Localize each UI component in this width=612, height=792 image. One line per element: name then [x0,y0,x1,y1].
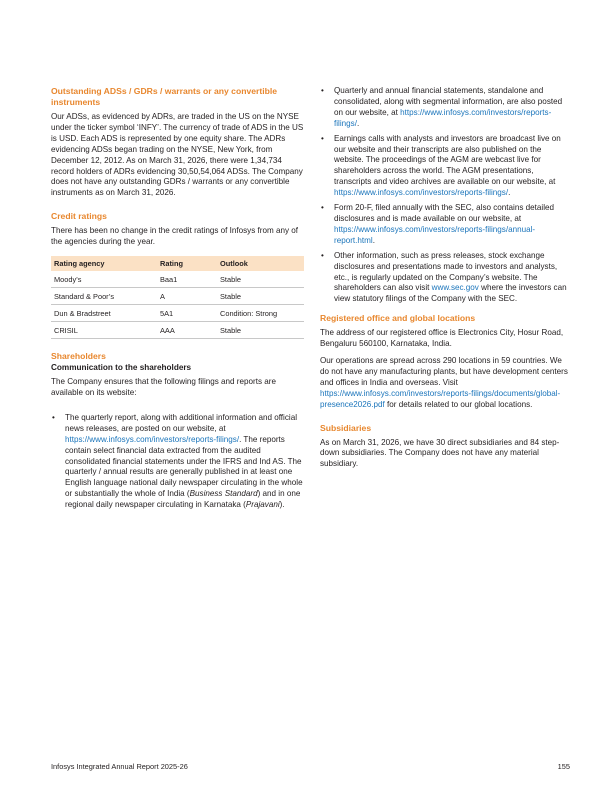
list-item: • Other information, such as press releases, stock exchange disclosures and presentations made to investors and analysts, etc., is regularly updated on the Company’s website. The shareholders can also visit www.sec.gov where the investors can view statutory filings of the Company with the SEC. [321,250,567,304]
bullet-icon: • [321,250,324,260]
list-item: • The quarterly report, along with additional information and official news releases, are posted on our website, at https://www.infosys.com/investors/reports-filings/. The reports contain select financial data extracted from the audited consolidated financial statements under the IFRS and Ind AS. The quarterly / annual results are generally published in at least one English language national daily newspaper circulating in the whole or substantially the whole of India (Business Standard) and in one regional daily newspaper circulating in Karnataka (Prajavani). [52,412,303,510]
registered-office-paragraph: The address of our registered office is Electronics City, Hosur Road, Bengaluru 560100, Karnataka, India. [320,328,564,349]
filings-list-right [320,86,570,305]
filings-list-left [51,413,304,511]
bullet-icon: • [321,133,324,143]
cell-rating: 5A1 [157,305,217,322]
subsidiaries-heading: Subsidiaries [320,422,372,433]
credit-ratings-paragraph: There has been no change in the credit ratings of Infosys from any of the agencies during the year. [51,226,299,247]
table-header-row [51,256,304,271]
communication-heading: Communication to the shareholders [51,363,192,373]
operations-paragraph: Our operations are spread across 290 locations in 59 countries. We do not have any manufacturing plants, but have development centers and offices in India and overseas. Visit https://www.infosys.com/investors/reports-filings/documents/global-presence2026.pdf for details related to our global locations. [320,356,568,409]
list-item: • Earnings calls with analysts and investors are broadcast live on our website and their transcripts are also published on the website. The proceedings of the AGM are webcast live for shareholders across the world. The AGM presentations, transcripts and video archives are available on our website, at https://www.infosys.com/investors/reports-filings/. [321,133,561,198]
reports-filings-link[interactable]: https://www.infosys.com/investors/reports-filings/ [334,107,552,128]
annual-report-link[interactable]: https://www.infosys.com/investors/reports-filings/annual-report.html [334,224,536,245]
page-footer [51,762,570,771]
list-item: • Quarterly and annual financial statements, standalone and consolidated, along with segmental information, are also posted on our website, at https://www.infosys.com/investors/reports-filings/. [321,86,563,128]
cell-outlook: Stable [217,288,304,305]
right-column [320,86,570,470]
cell-agency: Dun & Bradstreet [51,305,157,322]
col-header-outlook: Outlook [217,256,304,271]
newspaper-name: Prajavani [245,500,280,510]
cell-agency: Standard & Poor’s [51,288,157,305]
left-column [51,86,304,515]
subsidiaries-paragraph: As on March 31, 2026, we have 30 direct subsidiaries and 84 step-down subsidiaries. The Company does not have any material subsidiary. [320,437,560,469]
cell-rating: AAA [157,322,217,339]
cell-rating: A [157,288,217,305]
reports-filings-link[interactable]: https://www.infosys.com/investors/reports-filings/ [65,434,240,444]
col-header-rating: Rating [157,256,217,271]
credit-ratings-heading: Credit ratings [51,211,107,222]
col-header-agency: Rating agency [51,256,157,271]
sec-link[interactable]: www.sec.gov [431,283,479,293]
reports-filings-link[interactable]: https://www.infosys.com/investors/reports-filings/ [334,188,509,198]
report-title: Infosys Integrated Annual Report 2025-26 [51,762,188,771]
table-row [51,305,304,322]
newspaper-name: Business Standard [189,489,258,499]
cell-outlook: Condition: Strong [217,305,304,322]
global-presence-link[interactable]: https://www.infosys.com/investors/reports-filings/documents/global-presence2026.pdf [320,388,561,409]
shareholders-heading: Shareholders [51,351,106,362]
page-number: 155 [557,762,570,771]
cell-outlook: Stable [217,271,304,288]
bullet-icon: • [52,412,55,422]
table-row [51,322,304,339]
bullet-icon: • [321,86,324,95]
cell-agency: CRISIL [51,322,157,339]
bullet-icon: • [321,203,324,213]
table-row [51,271,304,288]
adr-paragraph: Our ADSs, as evidenced by ADRs, are traded in the US on the NYSE under the ticker symbol ‘INFY’. The currency of trade of ADS in the US is USD. Each ADS is represented by one equity share. The ADRs evidencing ADSs began trading on the NYSE, New York, from December 12, 2012. As on March 31, 2026, there were 1,34,734 record holders of ADRs evidencing 30,50,54,064 ADSs. The Company does not have any outstanding GDRs / warrants or any convertible instruments as on March 31, 2026. [51,112,304,198]
table-row [51,288,304,305]
communication-paragraph: The Company ensures that the following filings and reports are available on its website: [51,377,276,397]
credit-ratings-table [51,256,304,339]
adr-heading: Outstanding ADSs / GDRs / warrants or any convertible instruments [51,86,278,107]
list-item: • Form 20-F, filed annually with the SEC, also contains detailed disclosures and is made available on our website, at https://www.infosys.com/investors/reports-filings/annual-report.html. [321,203,554,245]
cell-outlook: Stable [217,322,304,339]
cell-agency: Moody’s [51,271,157,288]
registered-office-heading: Registered office and global locations [320,313,476,324]
cell-rating: Baa1 [157,271,217,288]
